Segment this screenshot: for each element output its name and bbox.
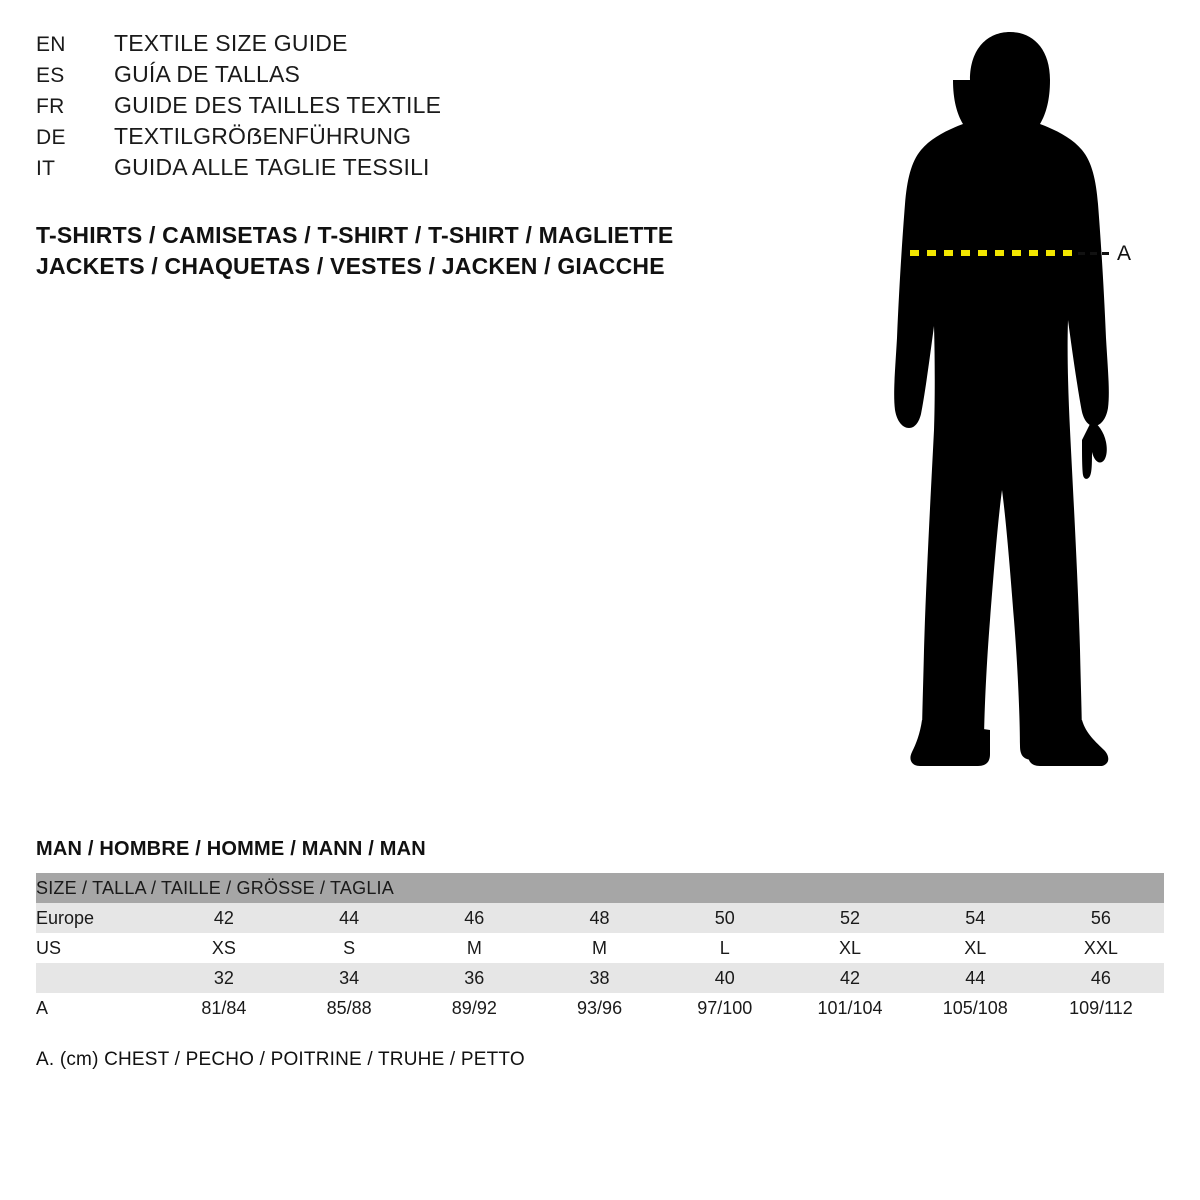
table-cell: 42 (787, 963, 912, 993)
table-cell: 32 (161, 963, 286, 993)
table-cell: 40 (662, 963, 787, 993)
table-cell: 105/108 (913, 993, 1038, 1023)
table-cell: L (662, 933, 787, 963)
row-label: Europe (36, 903, 161, 933)
table-cell: 44 (286, 903, 411, 933)
language-code: FR (36, 95, 65, 118)
table-cell: M (412, 933, 537, 963)
row-label: US (36, 933, 161, 963)
garment-category-jackets: JACKETS / CHAQUETAS / VESTES / JACKEN / GIACCHE (36, 253, 665, 279)
row-label (36, 963, 161, 993)
table-cell: 52 (787, 903, 912, 933)
measure-label-a: A (1117, 242, 1132, 265)
table-cell: 48 (537, 903, 662, 933)
table-title-cell: SIZE / TALLA / TAILLE / GRÖSSE / TAGLIA (36, 873, 1164, 903)
table-cell: 93/96 (537, 993, 662, 1023)
table-cell: 56 (1038, 903, 1164, 933)
language-code: IT (36, 157, 56, 180)
language-row (36, 30, 756, 61)
table-cell: 46 (412, 903, 537, 933)
language-title: GUIDA ALLE TAGLIE TESSILI (114, 154, 430, 180)
table-cell: 54 (913, 903, 1038, 933)
language-row (36, 154, 756, 185)
table-cell: 85/88 (286, 993, 411, 1023)
table-cell: XS (161, 933, 286, 963)
table-row (36, 993, 1164, 1023)
table-cell: 101/104 (787, 993, 912, 1023)
table-footnote: A. (cm) CHEST / PECHO / POITRINE / TRUHE / PETTO (36, 1049, 525, 1070)
body-silhouette-icon (820, 20, 1180, 790)
language-row (36, 92, 756, 123)
table-cell: M (537, 933, 662, 963)
table-cell: S (286, 933, 411, 963)
table-row (36, 903, 1164, 933)
measure-leader-dashes (1078, 252, 1110, 255)
language-row (36, 61, 756, 92)
table-cell: 97/100 (662, 993, 787, 1023)
table-cell: 42 (161, 903, 286, 933)
table-row (36, 963, 1164, 993)
garment-category-list (36, 220, 796, 282)
table-cell: 46 (1038, 963, 1164, 993)
row-label: A (36, 993, 161, 1023)
table-cell: XXL (1038, 933, 1164, 963)
table-row (36, 933, 1164, 963)
size-table-section (36, 838, 1164, 1071)
size-table (36, 873, 1164, 1023)
table-cell: 36 (412, 963, 537, 993)
language-code: DE (36, 126, 66, 149)
language-title: GUIDE DES TAILLES TEXTILE (114, 92, 442, 118)
table-cell: 50 (662, 903, 787, 933)
language-row (36, 123, 756, 154)
language-title: TEXTILGRÖẞENFÜHRUNG (114, 123, 412, 149)
table-cell: XL (787, 933, 912, 963)
table-cell: XL (913, 933, 1038, 963)
table-cell: 89/92 (412, 993, 537, 1023)
table-cell: 109/112 (1038, 993, 1164, 1023)
language-code: EN (36, 33, 66, 56)
table-group-heading: MAN / HOMBRE / HOMME / MANN / MAN (36, 838, 426, 860)
male-body-figure (820, 20, 1180, 790)
language-code: ES (36, 64, 65, 87)
table-cell: 81/84 (161, 993, 286, 1023)
language-title: GUÍA DE TALLAS (114, 61, 301, 87)
garment-category-tshirts: T-SHIRTS / CAMISETAS / T-SHIRT / T-SHIRT / MAGLIETTE (36, 222, 674, 248)
table-title-row (36, 873, 1164, 903)
table-cell: 44 (913, 963, 1038, 993)
table-cell: 38 (537, 963, 662, 993)
language-title: TEXTILE SIZE GUIDE (114, 30, 348, 56)
language-title-list (36, 30, 756, 185)
table-cell: 34 (286, 963, 411, 993)
